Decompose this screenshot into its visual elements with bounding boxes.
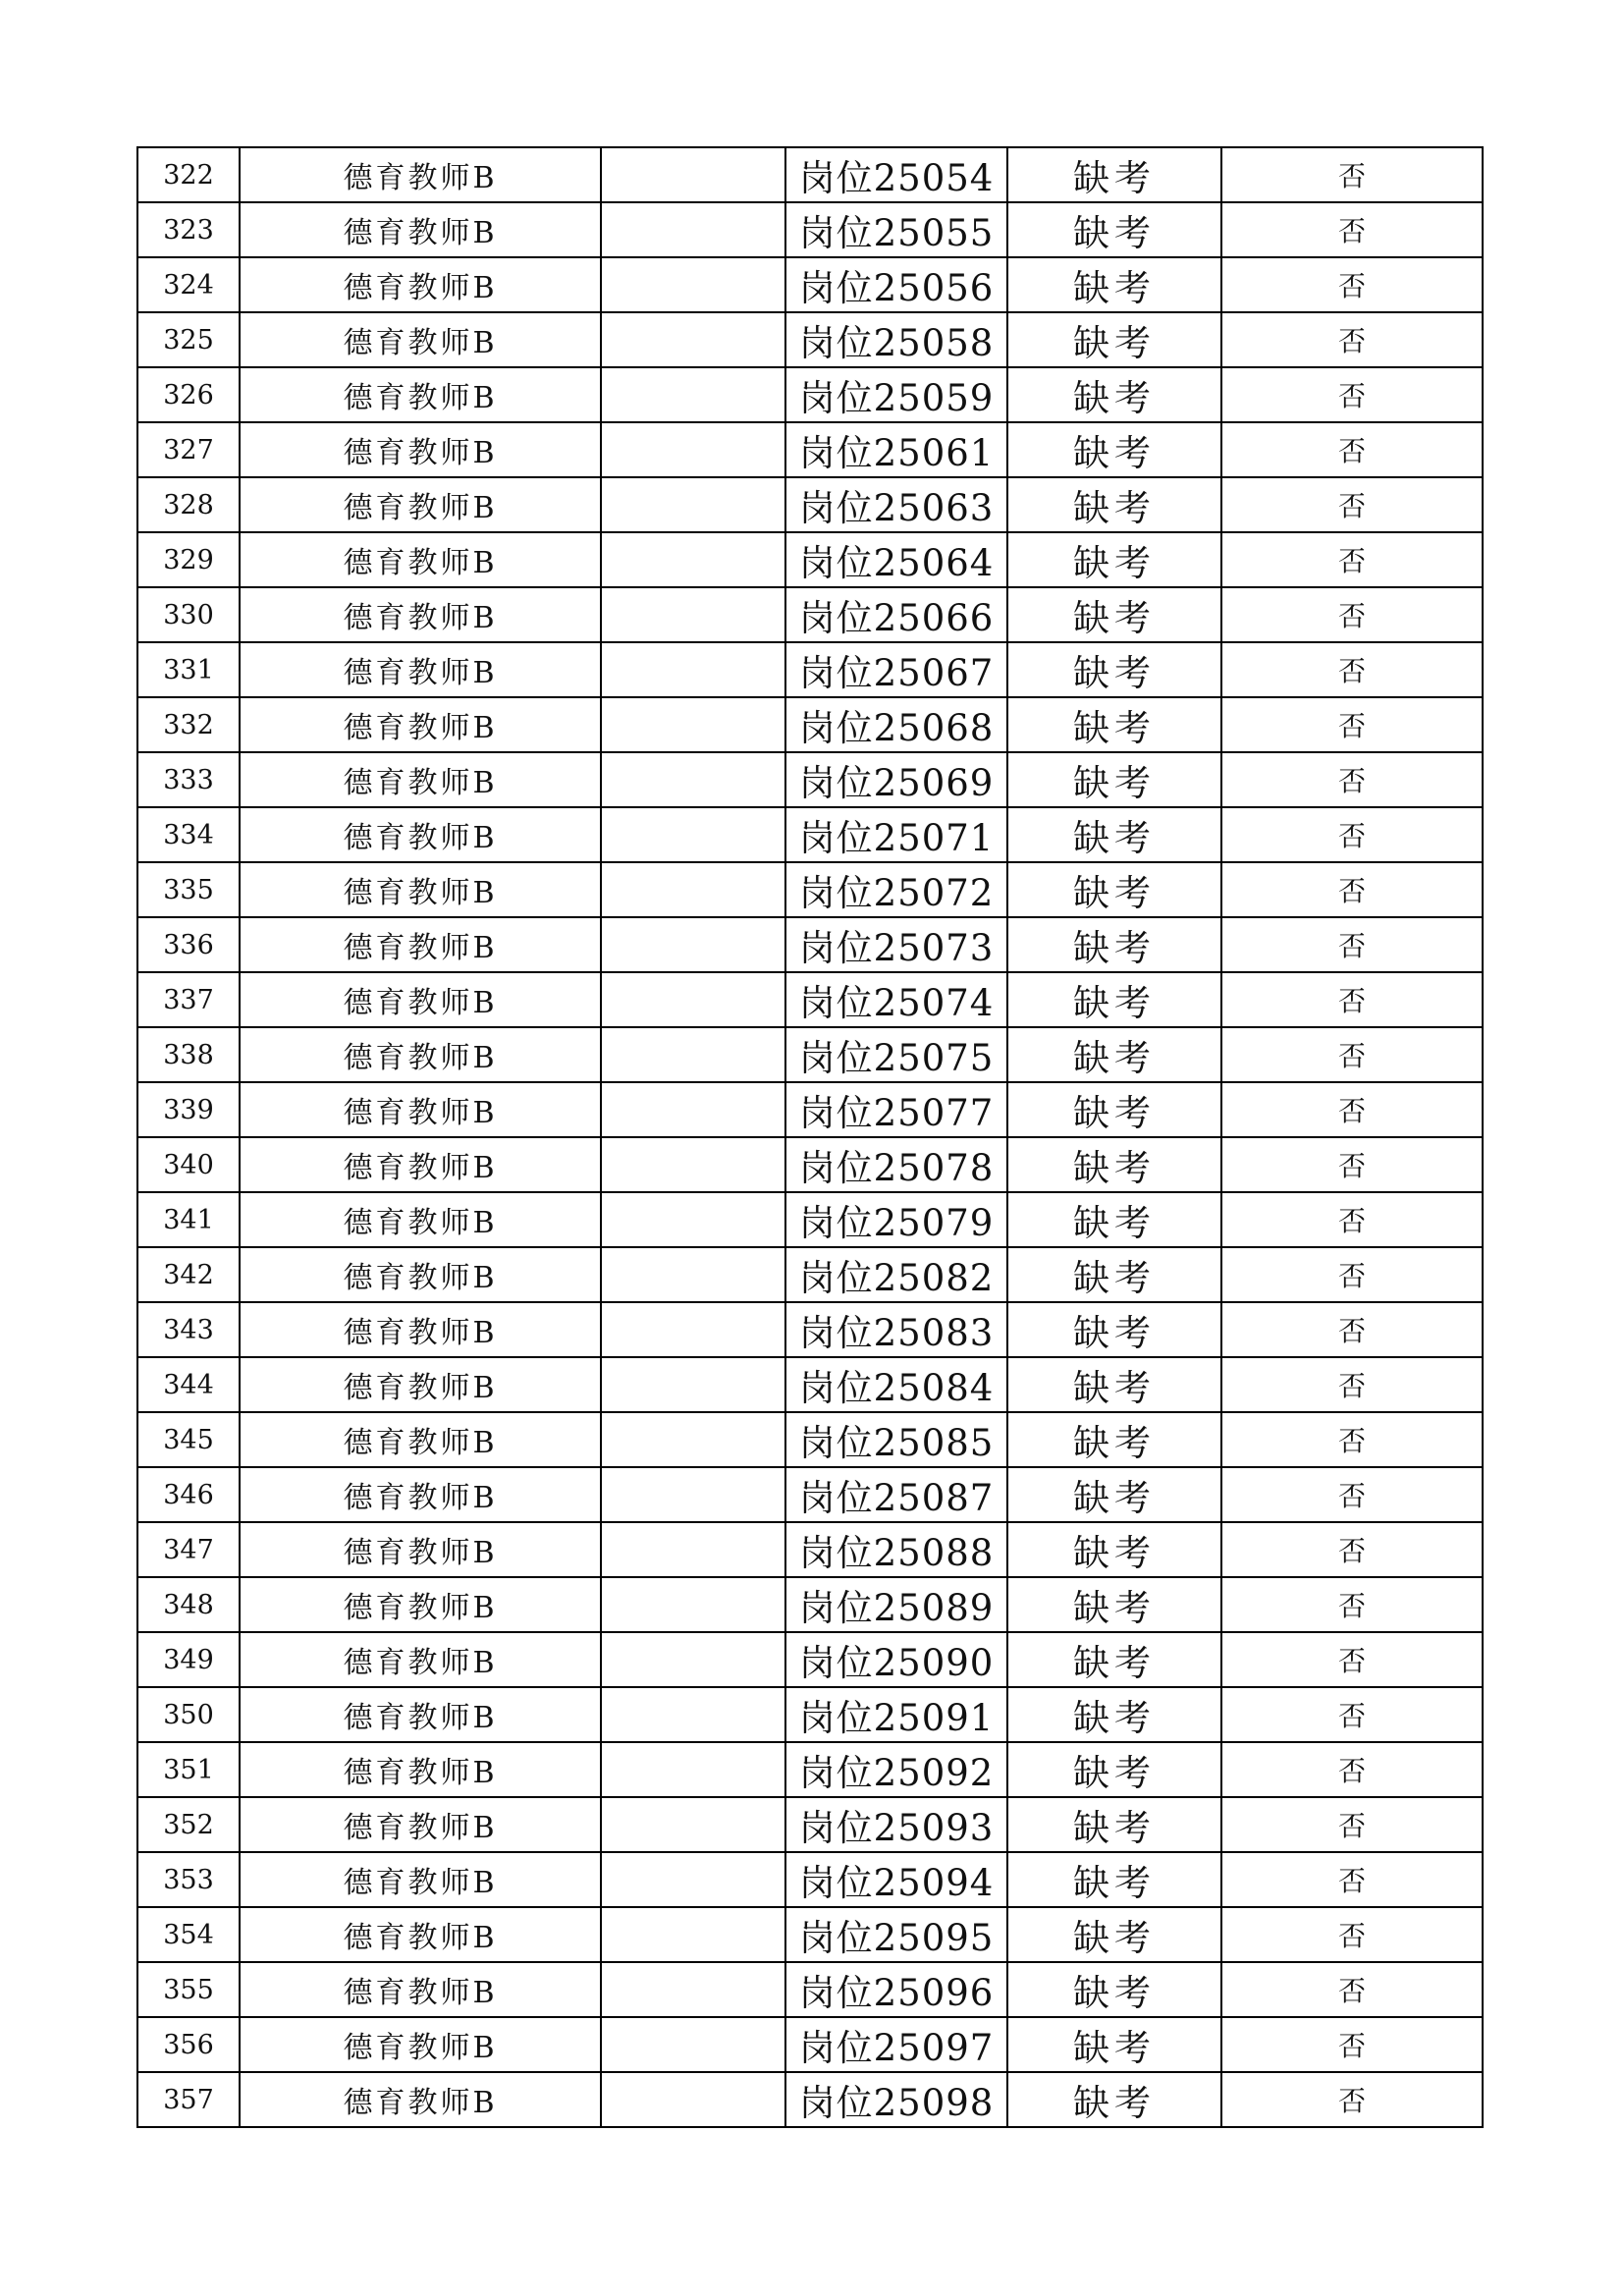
row-sequence-number: 322: [137, 147, 240, 202]
row-interview-flag: 否: [1221, 1302, 1483, 1357]
row-exam-id: 岗位25066: [785, 587, 1007, 642]
table-row: [137, 1632, 1483, 1687]
row-sequence-number: 333: [137, 752, 240, 807]
row-exam-id: 岗位25071: [785, 807, 1007, 862]
table-row: [137, 532, 1483, 587]
row-exam-id: 岗位25075: [785, 1027, 1007, 1082]
row-exam-id: 岗位25084: [785, 1357, 1007, 1412]
row-score: 缺考: [1007, 2017, 1221, 2072]
row-empty-cell: [601, 972, 785, 1027]
row-post-name: 德育教师B: [240, 1577, 601, 1632]
row-post-name: 德育教师B: [240, 1082, 601, 1137]
row-empty-cell: [601, 697, 785, 752]
table-row: [137, 1687, 1483, 1742]
row-sequence-number: 332: [137, 697, 240, 752]
row-score: 缺考: [1007, 1357, 1221, 1412]
row-sequence-number: 335: [137, 862, 240, 917]
row-interview-flag: 否: [1221, 422, 1483, 477]
table-row: [137, 1302, 1483, 1357]
row-sequence-number: 355: [137, 1962, 240, 2017]
results-table: [136, 146, 1484, 2128]
table-row: [137, 1412, 1483, 1467]
results-table-body: [137, 147, 1483, 2127]
row-empty-cell: [601, 1192, 785, 1247]
row-interview-flag: 否: [1221, 697, 1483, 752]
row-post-name: 德育教师B: [240, 1962, 601, 2017]
row-post-name: 德育教师B: [240, 697, 601, 752]
row-interview-flag: 否: [1221, 1412, 1483, 1467]
row-interview-flag: 否: [1221, 202, 1483, 257]
row-sequence-number: 346: [137, 1467, 240, 1522]
row-empty-cell: [601, 807, 785, 862]
row-interview-flag: 否: [1221, 752, 1483, 807]
row-score: 缺考: [1007, 1082, 1221, 1137]
row-interview-flag: 否: [1221, 1192, 1483, 1247]
row-post-name: 德育教师B: [240, 2072, 601, 2127]
row-interview-flag: 否: [1221, 367, 1483, 422]
row-sequence-number: 331: [137, 642, 240, 697]
row-exam-id: 岗位25055: [785, 202, 1007, 257]
row-score: 缺考: [1007, 1302, 1221, 1357]
table-row: [137, 862, 1483, 917]
table-row: [137, 312, 1483, 367]
row-empty-cell: [601, 1357, 785, 1412]
row-score: 缺考: [1007, 1027, 1221, 1082]
row-exam-id: 岗位25077: [785, 1082, 1007, 1137]
row-score: 缺考: [1007, 807, 1221, 862]
table-row: [137, 1522, 1483, 1577]
row-sequence-number: 353: [137, 1852, 240, 1907]
row-exam-id: 岗位25083: [785, 1302, 1007, 1357]
table-row: [137, 147, 1483, 202]
row-sequence-number: 351: [137, 1742, 240, 1797]
table-row: [137, 587, 1483, 642]
row-sequence-number: 339: [137, 1082, 240, 1137]
row-empty-cell: [601, 862, 785, 917]
row-exam-id: 岗位25063: [785, 477, 1007, 532]
row-sequence-number: 324: [137, 257, 240, 312]
row-exam-id: 岗位25068: [785, 697, 1007, 752]
table-row: [137, 1082, 1483, 1137]
row-empty-cell: [601, 202, 785, 257]
row-exam-id: 岗位25058: [785, 312, 1007, 367]
row-post-name: 德育教师B: [240, 1302, 601, 1357]
row-empty-cell: [601, 1302, 785, 1357]
row-empty-cell: [601, 367, 785, 422]
row-post-name: 德育教师B: [240, 752, 601, 807]
row-score: 缺考: [1007, 1247, 1221, 1302]
row-exam-id: 岗位25096: [785, 1962, 1007, 2017]
row-post-name: 德育教师B: [240, 1027, 601, 1082]
row-interview-flag: 否: [1221, 807, 1483, 862]
row-exam-id: 岗位25056: [785, 257, 1007, 312]
row-post-name: 德育教师B: [240, 202, 601, 257]
row-interview-flag: 否: [1221, 1082, 1483, 1137]
row-score: 缺考: [1007, 1467, 1221, 1522]
row-sequence-number: 344: [137, 1357, 240, 1412]
row-score: 缺考: [1007, 1137, 1221, 1192]
row-sequence-number: 343: [137, 1302, 240, 1357]
table-row: [137, 477, 1483, 532]
row-score: 缺考: [1007, 202, 1221, 257]
row-interview-flag: 否: [1221, 2017, 1483, 2072]
row-exam-id: 岗位25089: [785, 1577, 1007, 1632]
row-post-name: 德育教师B: [240, 642, 601, 697]
row-post-name: 德育教师B: [240, 1467, 601, 1522]
row-exam-id: 岗位25069: [785, 752, 1007, 807]
row-empty-cell: [601, 752, 785, 807]
row-interview-flag: 否: [1221, 972, 1483, 1027]
row-sequence-number: 341: [137, 1192, 240, 1247]
row-empty-cell: [601, 917, 785, 972]
table-row: [137, 1742, 1483, 1797]
row-score: 缺考: [1007, 1687, 1221, 1742]
row-post-name: 德育教师B: [240, 972, 601, 1027]
row-post-name: 德育教师B: [240, 587, 601, 642]
row-exam-id: 岗位25082: [785, 1247, 1007, 1302]
row-interview-flag: 否: [1221, 1247, 1483, 1302]
row-exam-id: 岗位25095: [785, 1907, 1007, 1962]
row-interview-flag: 否: [1221, 1522, 1483, 1577]
row-interview-flag: 否: [1221, 1027, 1483, 1082]
row-interview-flag: 否: [1221, 917, 1483, 972]
row-score: 缺考: [1007, 642, 1221, 697]
row-interview-flag: 否: [1221, 1852, 1483, 1907]
row-empty-cell: [601, 1247, 785, 1302]
row-empty-cell: [601, 312, 785, 367]
row-sequence-number: 328: [137, 477, 240, 532]
table-row: [137, 1962, 1483, 2017]
row-score: 缺考: [1007, 587, 1221, 642]
row-score: 缺考: [1007, 1907, 1221, 1962]
row-interview-flag: 否: [1221, 1687, 1483, 1742]
row-post-name: 德育教师B: [240, 1522, 601, 1577]
row-exam-id: 岗位25088: [785, 1522, 1007, 1577]
row-sequence-number: 354: [137, 1907, 240, 1962]
row-sequence-number: 356: [137, 2017, 240, 2072]
row-empty-cell: [601, 532, 785, 587]
row-interview-flag: 否: [1221, 532, 1483, 587]
row-sequence-number: 334: [137, 807, 240, 862]
row-post-name: 德育教师B: [240, 862, 601, 917]
row-post-name: 德育教师B: [240, 257, 601, 312]
row-sequence-number: 330: [137, 587, 240, 642]
table-row: [137, 422, 1483, 477]
row-post-name: 德育教师B: [240, 1742, 601, 1797]
row-empty-cell: [601, 1137, 785, 1192]
row-score: 缺考: [1007, 1742, 1221, 1797]
row-empty-cell: [601, 642, 785, 697]
row-score: 缺考: [1007, 312, 1221, 367]
row-score: 缺考: [1007, 532, 1221, 587]
row-score: 缺考: [1007, 147, 1221, 202]
row-exam-id: 岗位25064: [785, 532, 1007, 587]
row-sequence-number: 325: [137, 312, 240, 367]
row-empty-cell: [601, 1467, 785, 1522]
row-empty-cell: [601, 1412, 785, 1467]
row-empty-cell: [601, 257, 785, 312]
row-sequence-number: 348: [137, 1577, 240, 1632]
row-exam-id: 岗位25079: [785, 1192, 1007, 1247]
table-row: [137, 972, 1483, 1027]
row-post-name: 德育教师B: [240, 1632, 601, 1687]
row-exam-id: 岗位25091: [785, 1687, 1007, 1742]
row-score: 缺考: [1007, 862, 1221, 917]
row-score: 缺考: [1007, 1632, 1221, 1687]
row-score: 缺考: [1007, 1412, 1221, 1467]
row-interview-flag: 否: [1221, 1742, 1483, 1797]
row-score: 缺考: [1007, 1577, 1221, 1632]
table-row: [137, 752, 1483, 807]
row-exam-id: 岗位25087: [785, 1467, 1007, 1522]
row-sequence-number: 349: [137, 1632, 240, 1687]
row-sequence-number: 327: [137, 422, 240, 477]
row-score: 缺考: [1007, 1192, 1221, 1247]
row-score: 缺考: [1007, 2072, 1221, 2127]
row-empty-cell: [601, 1632, 785, 1687]
table-row: [137, 1247, 1483, 1302]
row-sequence-number: 323: [137, 202, 240, 257]
row-sequence-number: 338: [137, 1027, 240, 1082]
row-score: 缺考: [1007, 1797, 1221, 1852]
row-empty-cell: [601, 587, 785, 642]
row-post-name: 德育教师B: [240, 1797, 601, 1852]
row-score: 缺考: [1007, 972, 1221, 1027]
row-empty-cell: [601, 1742, 785, 1797]
row-interview-flag: 否: [1221, 1907, 1483, 1962]
table-row: [137, 697, 1483, 752]
table-row: [137, 367, 1483, 422]
row-exam-id: 岗位25094: [785, 1852, 1007, 1907]
row-post-name: 德育教师B: [240, 477, 601, 532]
row-exam-id: 岗位25098: [785, 2072, 1007, 2127]
table-row: [137, 917, 1483, 972]
row-post-name: 德育教师B: [240, 1137, 601, 1192]
row-post-name: 德育教师B: [240, 367, 601, 422]
row-interview-flag: 否: [1221, 862, 1483, 917]
row-sequence-number: 342: [137, 1247, 240, 1302]
row-interview-flag: 否: [1221, 1137, 1483, 1192]
row-exam-id: 岗位25093: [785, 1797, 1007, 1852]
row-interview-flag: 否: [1221, 312, 1483, 367]
row-sequence-number: 352: [137, 1797, 240, 1852]
row-score: 缺考: [1007, 477, 1221, 532]
row-exam-id: 岗位25078: [785, 1137, 1007, 1192]
row-exam-id: 岗位25067: [785, 642, 1007, 697]
row-post-name: 德育教师B: [240, 1357, 601, 1412]
row-interview-flag: 否: [1221, 2072, 1483, 2127]
row-post-name: 德育教师B: [240, 1687, 601, 1742]
row-empty-cell: [601, 2072, 785, 2127]
row-interview-flag: 否: [1221, 1467, 1483, 1522]
row-empty-cell: [601, 2017, 785, 2072]
row-empty-cell: [601, 1082, 785, 1137]
row-score: 缺考: [1007, 367, 1221, 422]
row-exam-id: 岗位25074: [785, 972, 1007, 1027]
row-sequence-number: 347: [137, 1522, 240, 1577]
row-interview-flag: 否: [1221, 1632, 1483, 1687]
row-interview-flag: 否: [1221, 1962, 1483, 2017]
row-empty-cell: [601, 147, 785, 202]
row-empty-cell: [601, 422, 785, 477]
row-post-name: 德育教师B: [240, 1852, 601, 1907]
row-post-name: 德育教师B: [240, 1247, 601, 1302]
table-row: [137, 202, 1483, 257]
table-row: [137, 1797, 1483, 1852]
row-interview-flag: 否: [1221, 147, 1483, 202]
row-exam-id: 岗位25092: [785, 1742, 1007, 1797]
row-interview-flag: 否: [1221, 587, 1483, 642]
row-score: 缺考: [1007, 697, 1221, 752]
table-row: [137, 1027, 1483, 1082]
row-interview-flag: 否: [1221, 1797, 1483, 1852]
row-empty-cell: [601, 1962, 785, 2017]
row-sequence-number: 340: [137, 1137, 240, 1192]
table-row: [137, 2072, 1483, 2127]
row-exam-id: 岗位25061: [785, 422, 1007, 477]
row-post-name: 德育教师B: [240, 422, 601, 477]
row-post-name: 德育教师B: [240, 147, 601, 202]
row-sequence-number: 350: [137, 1687, 240, 1742]
row-score: 缺考: [1007, 917, 1221, 972]
row-empty-cell: [601, 1027, 785, 1082]
row-empty-cell: [601, 1907, 785, 1962]
row-interview-flag: 否: [1221, 1357, 1483, 1412]
row-exam-id: 岗位25073: [785, 917, 1007, 972]
row-sequence-number: 326: [137, 367, 240, 422]
table-row: [137, 1192, 1483, 1247]
table-row: [137, 1467, 1483, 1522]
row-post-name: 德育教师B: [240, 1192, 601, 1247]
row-exam-id: 岗位25085: [785, 1412, 1007, 1467]
row-empty-cell: [601, 1797, 785, 1852]
row-sequence-number: 345: [137, 1412, 240, 1467]
row-exam-id: 岗位25097: [785, 2017, 1007, 2072]
row-exam-id: 岗位25090: [785, 1632, 1007, 1687]
row-interview-flag: 否: [1221, 642, 1483, 697]
row-empty-cell: [601, 477, 785, 532]
row-exam-id: 岗位25059: [785, 367, 1007, 422]
table-row: [137, 1577, 1483, 1632]
row-interview-flag: 否: [1221, 257, 1483, 312]
table-row: [137, 257, 1483, 312]
table-row: [137, 642, 1483, 697]
table-row: [137, 1907, 1483, 1962]
table-row: [137, 807, 1483, 862]
row-exam-id: 岗位25054: [785, 147, 1007, 202]
row-post-name: 德育教师B: [240, 1907, 601, 1962]
row-exam-id: 岗位25072: [785, 862, 1007, 917]
row-post-name: 德育教师B: [240, 1412, 601, 1467]
table-row: [137, 1852, 1483, 1907]
row-sequence-number: 357: [137, 2072, 240, 2127]
row-sequence-number: 336: [137, 917, 240, 972]
row-score: 缺考: [1007, 422, 1221, 477]
table-row: [137, 1137, 1483, 1192]
row-interview-flag: 否: [1221, 1577, 1483, 1632]
row-post-name: 德育教师B: [240, 917, 601, 972]
table-row: [137, 1357, 1483, 1412]
row-sequence-number: 329: [137, 532, 240, 587]
row-post-name: 德育教师B: [240, 2017, 601, 2072]
row-sequence-number: 337: [137, 972, 240, 1027]
row-interview-flag: 否: [1221, 477, 1483, 532]
row-score: 缺考: [1007, 752, 1221, 807]
row-empty-cell: [601, 1852, 785, 1907]
row-empty-cell: [601, 1577, 785, 1632]
row-post-name: 德育教师B: [240, 532, 601, 587]
row-score: 缺考: [1007, 1852, 1221, 1907]
row-empty-cell: [601, 1687, 785, 1742]
table-row: [137, 2017, 1483, 2072]
row-score: 缺考: [1007, 257, 1221, 312]
row-score: 缺考: [1007, 1962, 1221, 2017]
row-empty-cell: [601, 1522, 785, 1577]
row-post-name: 德育教师B: [240, 807, 601, 862]
row-post-name: 德育教师B: [240, 312, 601, 367]
row-score: 缺考: [1007, 1522, 1221, 1577]
